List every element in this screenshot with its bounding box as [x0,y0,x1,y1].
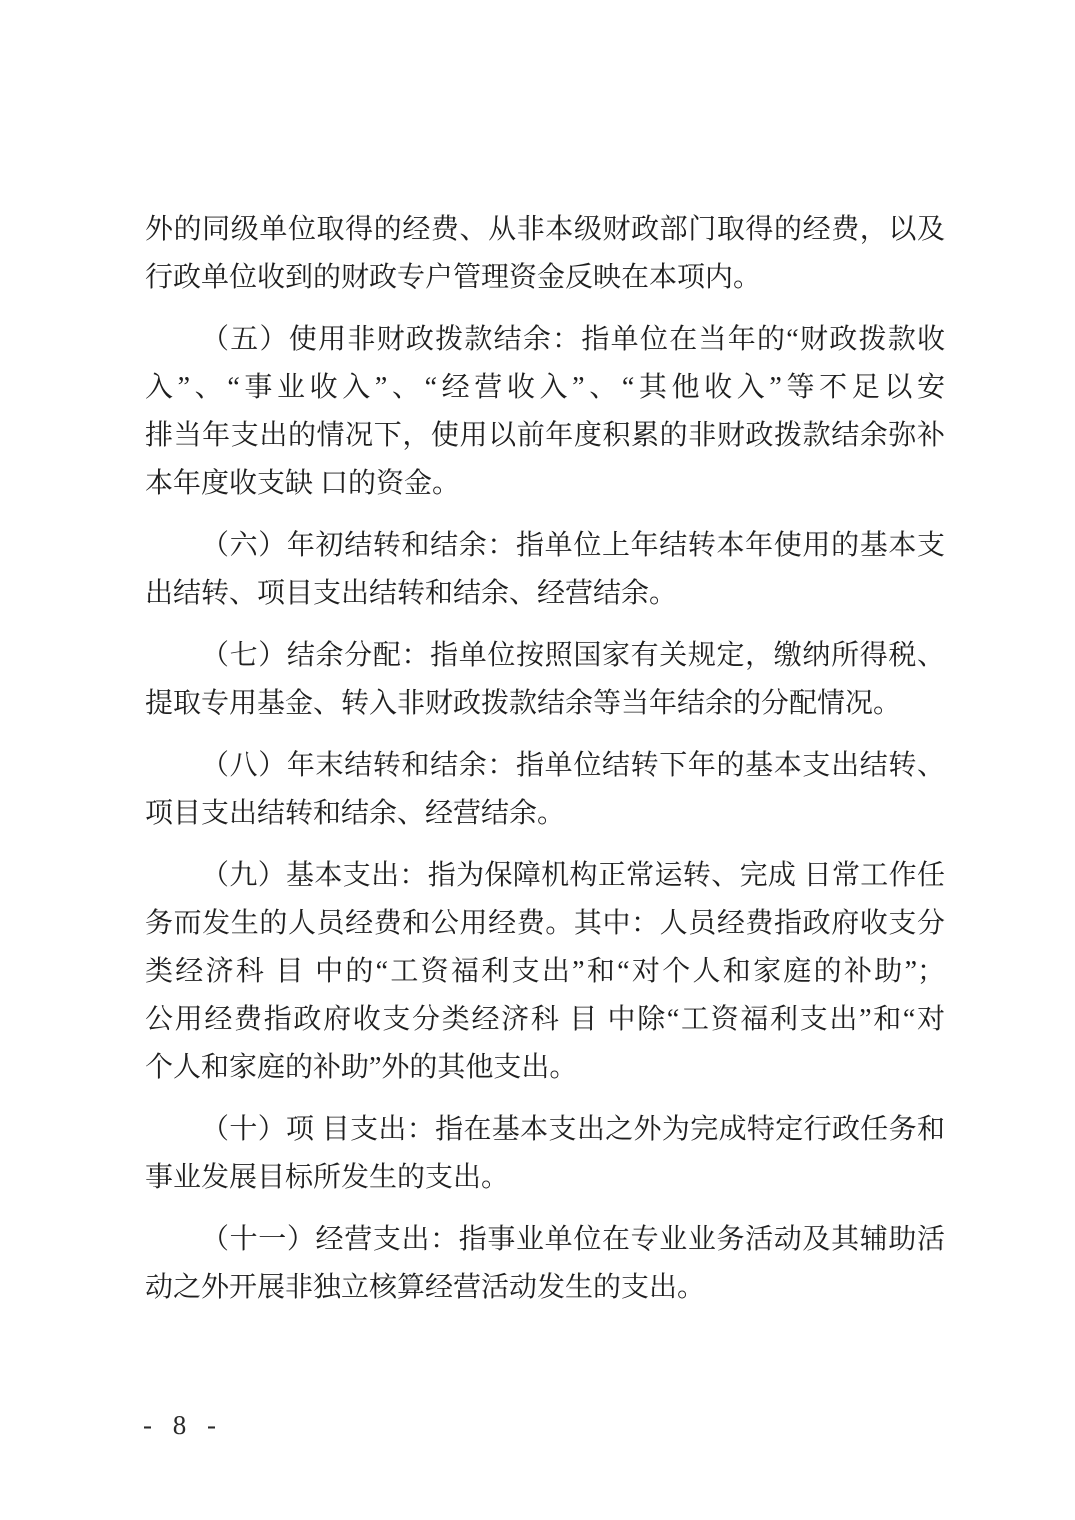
text-line: 出结转、项目支出结转和结余、经营结余。 [145,578,678,609]
paragraph-item-5 [145,316,945,508]
text-line: 项目支出结转和结余、经营结余。 [145,798,566,829]
text-line: 排当年支出的情况下，使用以前年度积累的非财政拨款结余弥补 [145,420,945,451]
text-line: （六）年初结转和结余：指单位上年结转本年使用的基本支 [201,530,945,561]
paragraph-continuation [145,206,945,302]
page-number: - 8 - [143,1410,223,1440]
text-line: 公用经费指政府收支分类经济科 目 中除“工资福利支出”和“对 [145,1004,945,1035]
paragraph-item-6 [145,522,945,618]
text-line: （五）使用非财政拨款结余：指单位在当年的“财政拨款收 [201,324,945,355]
paragraph-item-10 [145,1106,945,1202]
text-line: 类经济科 目 中的“工资福利支出”和“对个人和家庭的补助”； [145,956,945,987]
text-line: （七）结余分配：指单位按照国家有关规定，缴纳所得税、 [201,640,945,671]
paragraph-item-7 [145,632,945,728]
text-line: （十一）经营支出：指事业单位在专业业务活动及其辅助活 [201,1224,945,1255]
text-line: 行政单位收到的财政专户管理资金反映在本项内。 [145,262,762,293]
text-line: 动之外开展非独立核算经营活动发生的支出。 [145,1272,706,1303]
paragraph-item-11 [145,1216,945,1312]
text-line: 提取专用基金、转入非财政拨款结余等当年结余的分配情况。 [145,688,902,719]
body-text [145,206,945,1312]
text-line: （八）年末结转和结余：指单位结转下年的基本支出结转、 [201,750,945,781]
text-line: （九）基本支出：指为保障机构正常运转、完成 日常工作任 [201,860,945,891]
paragraph-item-8 [145,742,945,838]
text-line: 本年度收支缺 口的资金。 [145,468,461,499]
text-line: 务而发生的人员经费和公用经费。其中：人员经费指政府收支分 [145,908,945,939]
text-line: 外的同级单位取得的经费、从非本级财政部门取得的经费，以及 [145,214,945,245]
paragraph-item-9 [145,852,945,1092]
text-line: 入”、“事业收入”、“经营收入”、“其他收入”等不足以安 [145,372,945,403]
text-line: 事业发展目标所发生的支出。 [145,1162,510,1193]
text-line: 个人和家庭的补助”外的其他支出。 [145,1052,578,1083]
text-line: （十）项 目支出：指在基本支出之外为完成特定行政任务和 [201,1114,945,1145]
